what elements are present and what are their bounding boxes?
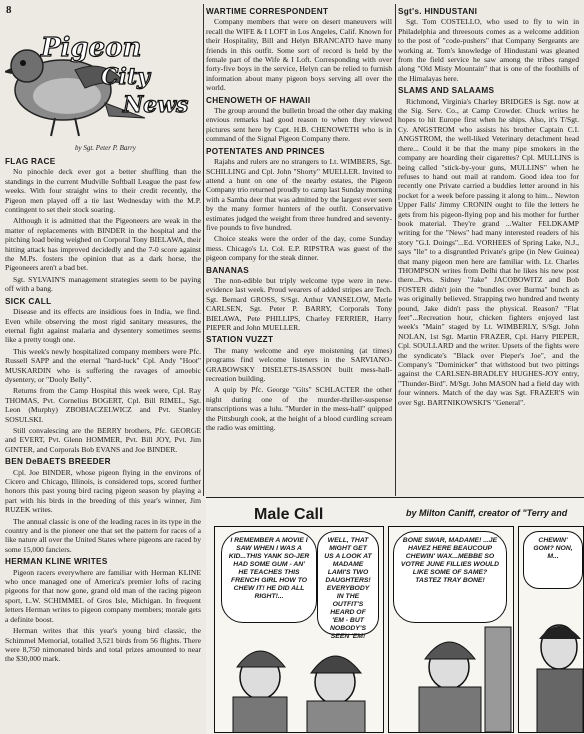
column-1-articles <box>5 157 201 664</box>
section-heading: SICK CALL <box>5 296 52 306</box>
article-paragraph: The group around the bulletin broad the other day making envious remarks had good reason to when they viewed pictures sent here by Capt. H.B. CHENOWETH who is in command of the Signal Pigeon Company there. <box>206 106 392 144</box>
article-paragraph: No pinochle deck ever got a better shuffling than the standings in the current Mudville Softball League the past few weeks. With four straight wins to their credit recently, the Pigeon men played off a tie last Wednesday with the M.P. contingent to set their stock soaring. <box>5 167 201 215</box>
article-paragraph: Choice steaks were the order of the day, come Sunday mess. Chicago's Lt. Col. E.P. RIPSTRA was guest of the pigeon company for the steak dinner. <box>206 234 392 263</box>
article-paragraph: Sgt. SYLVAIN'S management strategies seem to be paying off with a bang. <box>5 274 201 294</box>
article-paragraph: Sgt. Tom COSTELLO, who used to fly to win in Philadelphia and threesouts comes as a welcome addition to the post of "code-pushers" that Company Sergeants are working at. Tom's knowledge of Hindustani was gleaned from the field service he saw among the tribes ranged along "Old Misty Mountain" that is one of the foothills of the Himalayas here. <box>398 17 579 83</box>
comic-strip <box>206 497 584 734</box>
section-heading: Sgt's. HINDUSTANI <box>398 7 478 16</box>
article-paragraph: Returns from the Camp Hospital this week were, Cpl. Ray THOMAS, Pvt. Cornelius BOGERT, Cpl. Bill RIMEL, Sgt. Leon (Murphy) ZBOBIACZELWICZ and Pvt. Stanley SOSULSKI. <box>5 386 201 424</box>
section-heading: BANANAS <box>206 265 250 275</box>
woman-illustration-icon <box>519 527 583 732</box>
comic-panel-2 <box>388 526 514 733</box>
speech-balloon: WELL, THAT MIGHT GET US A LOOK AT MADAME LAMI'S TWO DAUGHTERS! EVERYBODY IN THE OUTFIT'S HEARD OF 'EM - BUT NOBODY'S SEEN 'EM! <box>317 531 379 635</box>
pigeon-logo-icon <box>5 8 201 148</box>
article-paragraph: Pigeon racers everywhere are familiar with Herman KLINE who once managed one of America's premier lofts of racing pigeons for that now gone, grand old man of the racing pigeon sport, L.W. SCHIMMEL of Gros Isle, Michigan. In frequent letters Herman writes to pigeon company members; morale gets a definite boost. <box>5 567 201 624</box>
page-number: 8 <box>6 4 12 16</box>
byline: by Sgt. Peter P. Barry <box>75 144 136 152</box>
article-paragraph: The annual classic is one of the leading races in its type in the country and is the pioneer one that set the pattern for races of a like nature all over the United States where pigeons are raced by some 15,000 fanciers. <box>5 516 201 554</box>
article-paragraph: Still convalescing are the BERRY brothers, Pfc. GEORGE and EVERT, Pvt. Glenn HOMMER, Pvt. Bill JOY, Pvt. Jim GINTER, and Corporals Bob EVANS and Joe BINDER. <box>5 425 201 454</box>
section-heading: STATION VUZZT <box>206 335 274 345</box>
section-heading: HERMAN KLINE WRITES <box>5 557 108 567</box>
column-divider <box>203 4 204 496</box>
speech-balloon: BONE SWAR, MADAME! ...JE HAVEZ HERE BEAUCOUP CHEWIN' WAX...MEBBE SO VOTRE JUNE FILLIES WOULD LIKE SOME OF SAME? TASTEZ TRAY BONE! <box>393 531 507 623</box>
comic-credit: by Milton Caniff, creator of "Terry and <box>406 508 568 518</box>
article-paragraph: Rajahs and rulers are no strangers to Lt. WIMBERS, Sgt. SCHILLING and Cpl. John "Shorty" MUELLER. Invited to attend a hunt on one of the nearby estates, the Pigeon Company trio returned proudly to camp last Sunday morning with a Samba deer that was admitted by the largest ever seen by the many former hunters of the outfit. Conservative estimates judged the weight from three hundred and seventy-five pounds to five hundred. <box>206 157 392 232</box>
comic-panel-1 <box>214 526 384 733</box>
column-3 <box>398 4 579 496</box>
column-2 <box>206 4 392 496</box>
column-3-articles <box>398 7 579 407</box>
masthead <box>5 4 201 154</box>
article-paragraph: A quip by Pfc. George "Gits" SCHLACTER the other night during one of the murder-thriller-suspense transcriptions was a lulu. "Murder in the mess-hall" quipped the Pittsburgh cook, at the height of a blood curdling scream the radio was emitting. <box>206 385 392 433</box>
column-2-articles <box>206 7 392 432</box>
section-heading: FLAG RACE <box>5 157 56 166</box>
section-heading: WARTIME CORRESPONDENT <box>206 7 329 16</box>
soldier-at-door-illustration-icon <box>389 527 513 732</box>
comic-panel-3 <box>518 526 584 733</box>
speech-balloon: I REMEMBER A MOVIE I SAW WHEN I WAS A KID...THIS YANK SO-JER HAD SOME GUM - AN' HE TEACHES THIS FRENCH GIRL HOW TO CHEW IT! HE DID ALL RIGHT!... <box>221 531 317 623</box>
article-paragraph: Herman writes that this year's young bird classic, the Schimmel Memorial, totalled 3,521 birds from 56 flights. There were 8,750 nimonated birds and total prizes amounted to near the $30,000 mark. <box>5 626 201 664</box>
column-1 <box>5 4 201 728</box>
article-paragraph: Although it is admitted that the Pigeoneers are weak in the matter of replacements with BINDER in the hospital and the pitching load being weighed on Corporal Tony BIELAWA, their hitting attack has improved decidedly and the 7-0 score against the M.Ps. fosters the opinion that as a dark horse, the Pigeoneers aren't a bad bet. <box>5 216 201 273</box>
section-heading: CHENOWETH OF HAWAII <box>206 95 311 105</box>
article-paragraph: The non-edible but triply welcome type were in new-evidence last week. Proud wearers of added stripes are Tech. Sgt. Bernard GROSS, S/Sgt. Arthur VANSELOW, Merle CARLSEN, Sgt. Peter P. BARRY, Corporals Tony BIELAWA, Pete PHILLIPS, Charley FERRIER, Harry PIEPER and John MUELLER. <box>206 275 392 332</box>
article-paragraph: Cpl. Joe BINDER, whose pigeon flying in the environs of Cicero and Chicago, Illinois, is considered tops, scored further honors this past young bird racing pigeon season by playing a part with his birds in the breeding of this year's winner, Jim RUZEK writes. <box>5 467 201 515</box>
svg-text:News: News <box>123 92 189 118</box>
article-paragraph: This week's newly hospitalized company members were Pfc. Russell SAPP and the eternal "hard-luck" Cpl. Andy "Hoot" MUSKARDIN who is suffering the ravages of amoebic dysentery, or "Dooly Belly". <box>5 346 201 384</box>
article-paragraph: The many welcome and eye moistening (at times) programs find welcome listeners in the SARVIANO-GRABOWSKY DISELETS-ISASSON built mess-hall-recreation building. <box>206 345 392 384</box>
article-paragraph: Disease and its effects are insidious foes in India, we find. Even while observing the most rigid sanitary measures, the eternal fight against malaria and dysentery sometimes seems like a pretty tough one. <box>5 307 201 345</box>
column-divider <box>395 4 396 496</box>
article-paragraph: Company members that were on desert maneuvers will recall the WIFE & I LOFT in Los Angeles, Calif. Known for their Hospitality, Bill and Helyn BRANCATO have many friends in this outfit. Some sort of record is held by the female part of the Wife & I Loft. Corresponding with over forty-five boys in the service, Helyn can be relied to furnish information about many pigeon boys serving all over the world. <box>206 17 392 93</box>
svg-text:City: City <box>101 64 150 90</box>
section-heading: SLAMS AND SALAAMS <box>398 86 495 96</box>
section-heading: POTENTATES AND PRINCES <box>206 146 325 156</box>
soldiers-illustration-icon <box>215 527 383 732</box>
speech-balloon: CHEWIN' GOM? NON, M... <box>523 531 583 589</box>
article-paragraph: Richmond, Virginia's Charley BRIDGES is Sgt. now at the Sig. Serv. Co., at Camp Crowder. Chuck writes he hopes to hit Europe first when he ships. Also, it's T/Sgt. Cy. ANGSTROM who assists his brother Captain C.I. ANGSTROM, the well-liked Veterinary detachment head there... Could it be that the many pipe smokers in the company are hoarding their cigarettes? Cpl. MULLINS is being called "stick-by-your guns, MULLINS" when he refuses to hand out mail at random. Good idea too for recently one Private carried a buddies letter around in his pocket for a week before passing it along to him... Newton Upper Falls' Jimmy CRONIN ought to file the letters he gets from his pigeon-flying pop and his mother for further book material. They're grand ...Walter FELDKAMP writing for the "News" had many interested readers of his story "G.I. Doings"...Ed. VORHEES of Spring Lake, N.J., says "lle" to a disgruntled Private's gripe (in New Guinea) that many pigeon men here are familiar with. Lt. Charles THOMPSON writes from Delhi that he likes his new post there...Pvts. Sidney "Jake" JACOBOWITZ and Bob FOSTER didn't join the "bundles over Burma" bunch as was originally believed. Strapping two hundred and twenty pound, Jake didn't pass the physical. Reason? "Flat feet"...Recreation hour, chicken fighters enjoyed last week's "Main" staged by Lt. WIMBERLY, S/Sgt. John NOLAN, 1st Sgt. Martin FRAZER, Cpl. Harry PIEPER, Cpl. SOULLARD and the writer. Upsets of the fights were the syndicate's "Black over Pieper's Joe", and the Company's "Dominicker" that withstood but two pittings against the CARLSEN-BRADLEY HUGHES-JOY entry, "Thunder-Bird". M/Sgt. John MASON had a field day with four winners. Match of the day was Sgt. FRAZER'S win over Sgt. BARTNIKOWSKI'S "General". <box>398 96 579 407</box>
section-heading: BEN DeBAETS BREEDER <box>5 457 111 467</box>
comic-title: Male Call <box>254 506 324 523</box>
svg-text:Pigeon: Pigeon <box>41 33 142 63</box>
